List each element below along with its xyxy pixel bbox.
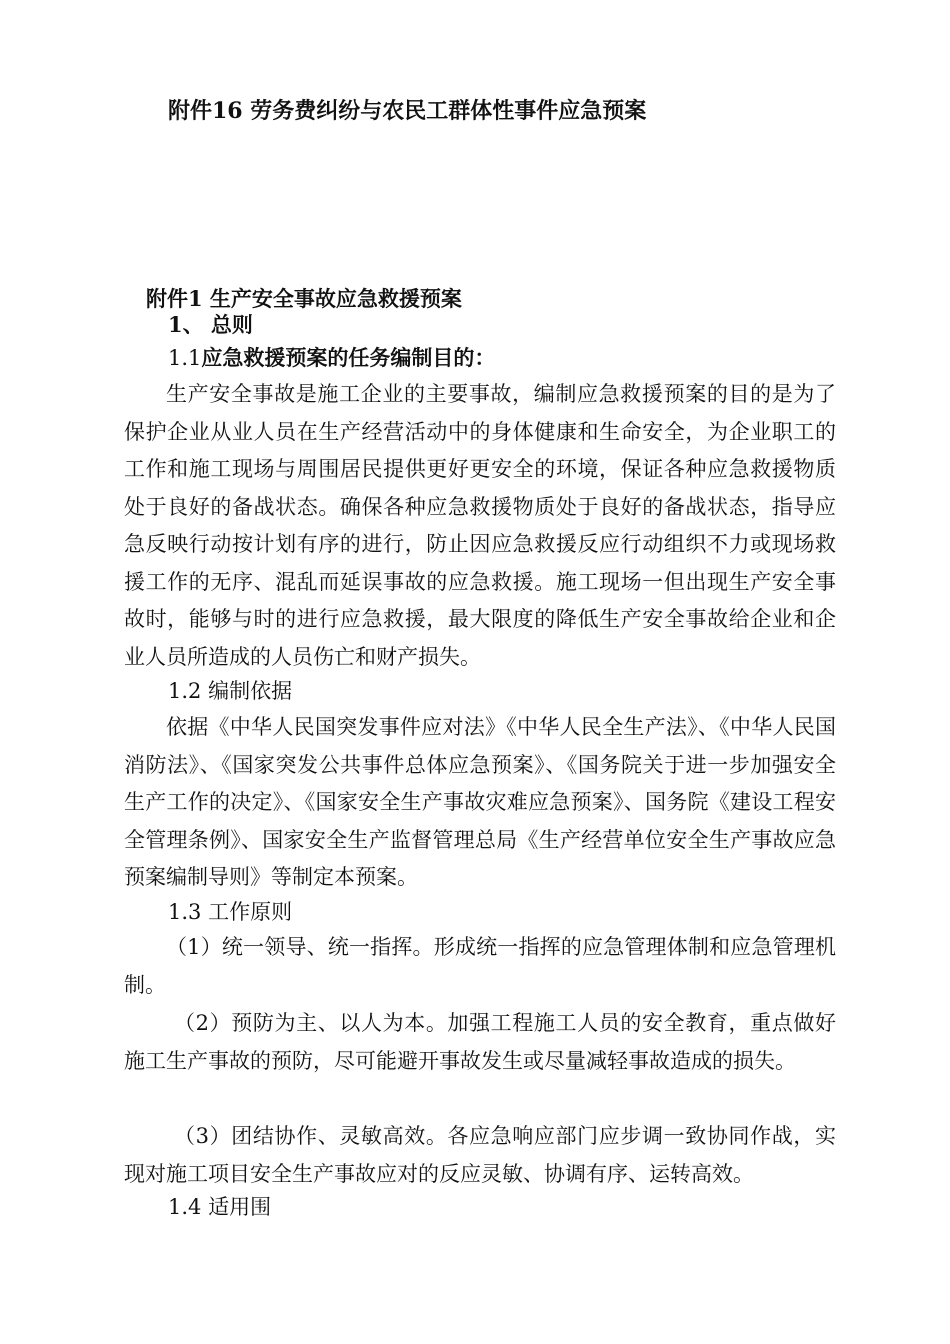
principle-3: （3）团结协作、灵敏高效。各应急响应部门应步调一致协同作战，实现对施工项目安全生产事故应对的反应灵敏、协调有序、运转高效。 [124, 1124, 836, 1186]
principle-1: （1）统一领导、统一指挥。形成统一指挥的应急管理体制和应急管理机制。 [124, 935, 836, 997]
section-1-2-heading: 1.2 编制依据 [168, 679, 293, 703]
document-title: 附件16 劳务费纠纷与农民工群体性事件应急预案 [168, 98, 647, 124]
section-1-3-heading: 1.3 工作原则 [168, 900, 293, 924]
section-1-1-label: 1.1 [168, 346, 202, 370]
paragraph-1-1: 生产安全事故是施工企业的主要事故，编制应急救援预案的目的是为了保护企业从业人员在生产经营活动中的身体健康和生命安全，为企业职工的工作和施工现场与周围居民提供更好更安全的环境，保证各种应急救援物质处于良好的备战状态。确保各种应急救援物质处于良好的备战状态，指导应急反映行动按计划有序的进行，防止因应急救援反应行动组织不力或现场救援工作的无序、混乱而延误事故的应急救援。施工现场一但出现生产安全事故时，能够与时的进行应急救援，最大限度的降低生产安全事故给企业和企业人员所造成的人员伤亡和财产损失。 [124, 382, 836, 669]
section-1-1-heading [168, 343, 495, 373]
section-1-4-heading: 1.4 适用围 [168, 1195, 272, 1219]
principle-2: （2）预防为主、以人为本。加强工程施工人员的安全教育，重点做好施工生产事故的预防，尽可能避开事故发生或尽量减轻事故造成的损失。 [124, 1011, 836, 1073]
paragraph-1-2: 依据《中华人民国突发事件应对法》《中华人民全生产法》、《中华人民国消防法》、《国家突发公共事件总体应急预案》、《国务院关于进一步加强安全生产工作的决定》、《国家安全生产事故灾难应急预案》、国务院《建设工程安全管理条例》、国家安全生产监督管理总局《生产经营单位安全生产事故应急预案编制导则》等制定本预案。 [124, 715, 836, 889]
section-1-1-text: 应急救援预案的任务编制目的： [201, 345, 496, 370]
appendix-heading: 附件1 生产安全事故应急救援预案 [146, 286, 462, 311]
section-1-heading: 1、 总则 [168, 312, 253, 337]
